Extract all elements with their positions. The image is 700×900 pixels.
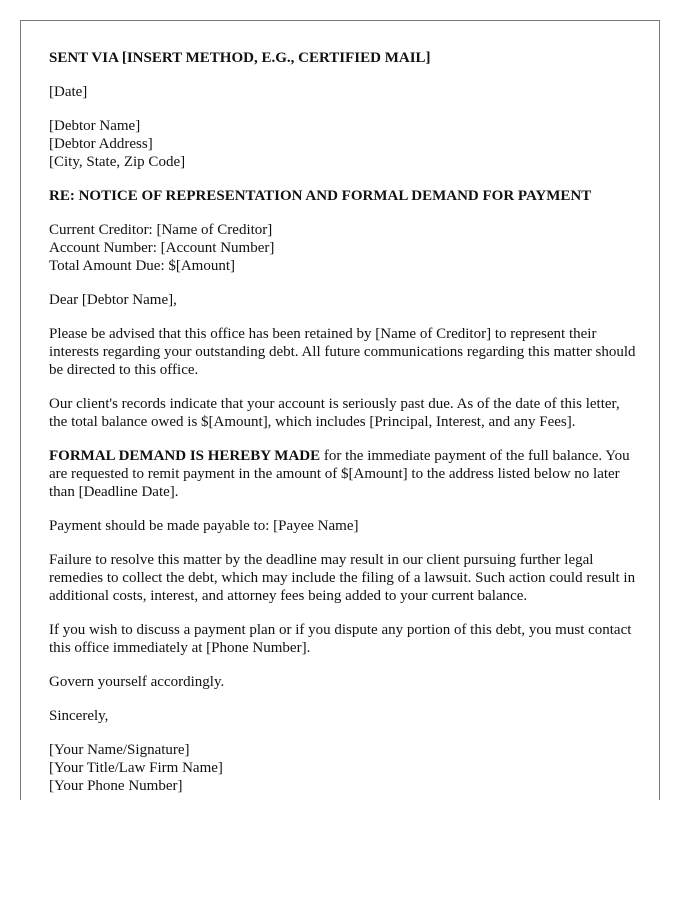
demand-text: for the immediate payment of the full balance. You are requested to remit payment in the amount of $[Amount] to the address listed below no later than [Deadline Date]. [49, 448, 630, 500]
total-due-line: Total Amount Due: $[Amount] [49, 258, 236, 274]
signature-phone: [Your Phone Number] [49, 778, 183, 794]
letter-body [49, 49, 639, 800]
creditor-line: Current Creditor: [Name of Creditor] [49, 222, 273, 238]
salutation: Dear [Debtor Name], [49, 292, 177, 308]
closing: Sincerely, [49, 708, 109, 724]
paragraph-consequences: Failure to resolve this matter by the deadline may result in our client pursuing further legal remedies to collect the debt, which may include the filing of a lawsuit. Such action could result in additional costs, interest, and attorney fees being added to your current balance. [49, 552, 636, 604]
recipient-name: [Debtor Name] [49, 118, 141, 134]
subject-line: RE: NOTICE OF REPRESENTATION AND FORMAL DEMAND FOR PAYMENT [49, 188, 592, 204]
account-number-line: Account Number: [Account Number] [49, 240, 275, 256]
paragraph-payee: Payment should be made payable to: [Payee Name] [49, 518, 359, 534]
sent-via-line: SENT VIA [INSERT METHOD, E.G., CERTIFIED MAIL] [49, 50, 431, 66]
signature-name: [Your Name/Signature] [49, 742, 190, 758]
account-info-block [49, 221, 639, 275]
paragraph-contact: If you wish to discuss a payment plan or if you dispute any portion of this debt, you must contact this office immediately at [Phone Number]. [49, 622, 632, 656]
paragraph-balance: Our client's records indicate that your account is seriously past due. As of the date of this letter, the total balance owed is $[Amount], which includes [Principal, Interest, and any Fees]. [49, 396, 620, 430]
date-line: [Date] [49, 84, 88, 100]
signature-block [49, 741, 639, 795]
recipient-address: [Debtor Address] [49, 136, 153, 152]
recipient-block [49, 117, 639, 171]
paragraph-demand [49, 447, 639, 501]
signature-title: [Your Title/Law Firm Name] [49, 760, 223, 776]
paragraph-representation: Please be advised that this office has been retained by [Name of Creditor] to represent their interests regarding your outstanding debt. All future communications regarding this matter should be directed to this office. [49, 326, 636, 378]
recipient-city-state-zip: [City, State, Zip Code] [49, 154, 186, 170]
demand-emphasis: FORMAL DEMAND IS HEREBY MADE [49, 448, 321, 464]
paragraph-govern: Govern yourself accordingly. [49, 674, 225, 690]
letter-page [20, 20, 660, 800]
